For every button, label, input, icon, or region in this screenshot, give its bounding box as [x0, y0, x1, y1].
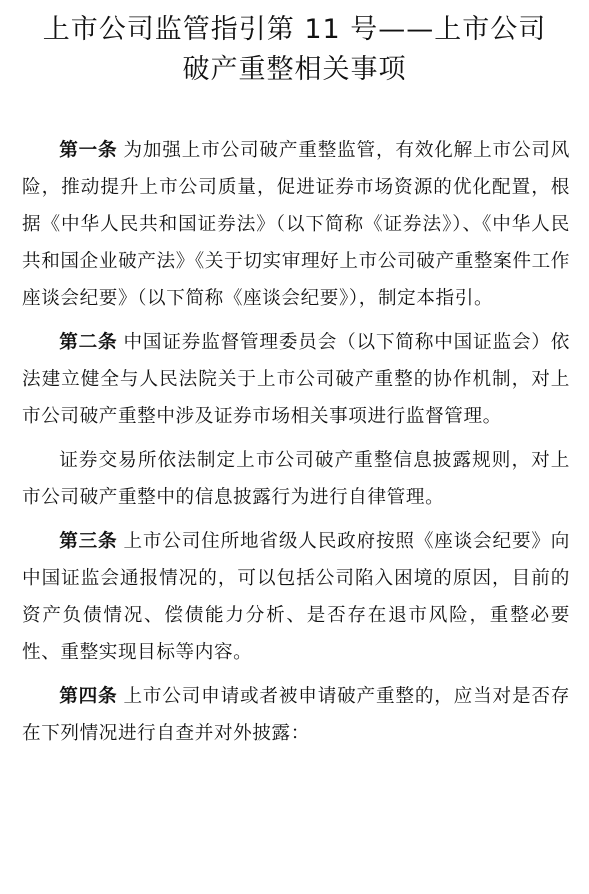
article-number: 第二条 [59, 332, 118, 353]
article-number: 第四条 [59, 686, 118, 707]
article-number: 第三条 [59, 531, 118, 552]
paragraph-article-4 [22, 678, 570, 752]
paragraph-text: 证券交易所依法制定上市公司破产重整信息披露规则，对上市公司破产重整中的信息披露行为进行自律管理。 [22, 450, 570, 508]
paragraph-article-3 [22, 523, 570, 671]
paragraph-article-1 [22, 132, 570, 317]
article-number: 第一条 [59, 140, 118, 161]
document-body [22, 132, 570, 759]
paragraph-exchange-rule [22, 442, 570, 516]
title-line-1: 上市公司监管指引第 11 号——上市公司 [42, 14, 547, 45]
paragraph-text: 上市公司申请或者被申请破产重整的，应当对是否存在下列情况进行自查并对外披露： [22, 686, 570, 744]
document-title [0, 0, 589, 90]
title-line-2: 破产重整相关事项 [182, 54, 407, 85]
paragraph-text: 上市公司住所地省级人民政府按照《座谈会纪要》向中国证监会通报情况的，可以包括公司陷入困境的原因，目前的资产负债情况、偿债能力分析、是否存在退市风险，重整必要性、重整实现目标等内容。 [22, 531, 570, 663]
paragraph-text: 中国证券监督管理委员会（以下简称中国证监会）依法建立健全与人民法院关于上市公司破产重整的协作机制，对上市公司破产重整中涉及证券市场相关事项进行监督管理。 [22, 332, 570, 427]
paragraph-text: 为加强上市公司破产重整监管，有效化解上市公司风险，推动提升上市公司质量，促进证券市场资源的优化配置，根据《中华人民共和国证券法》（以下简称《证券法》）、《中华人民共和国企业破产法》《关于切实审理好上市公司破产重整案件工作座谈会纪要》（以下简称《座谈会纪要》），制定本指引。 [22, 140, 570, 309]
paragraph-article-2 [22, 324, 570, 435]
